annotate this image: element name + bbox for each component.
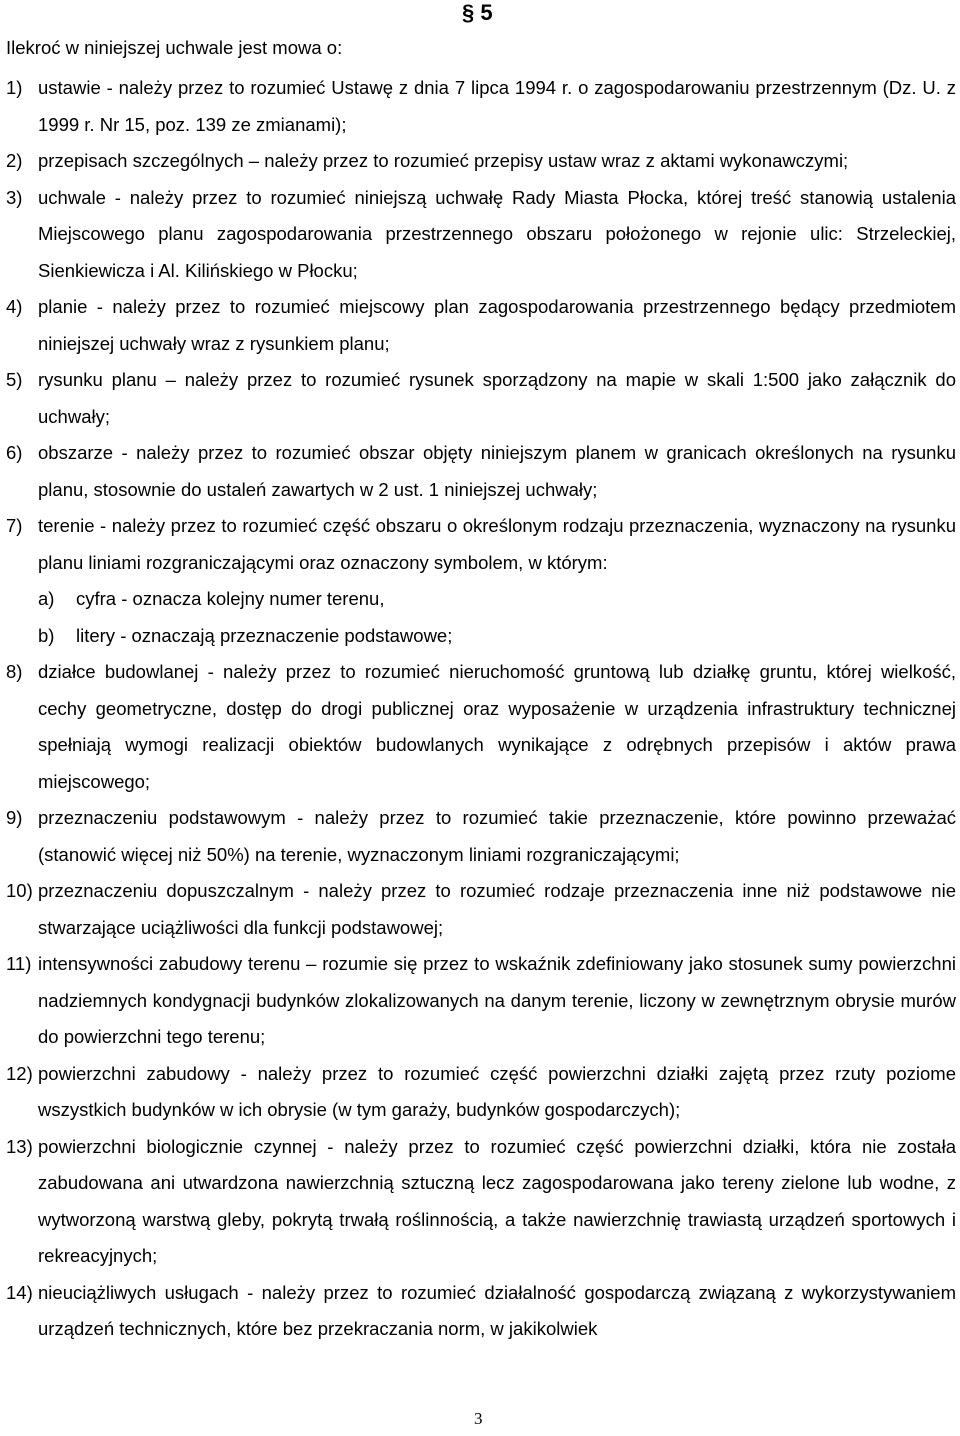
sub-item-text: cyfra - oznacza kolejny numer terenu, [76,588,385,609]
item-text: nieuciążliwych usługach - należy przez to rozumieć działalność gospodarczą związaną z wykorzystywaniem urządzeń technicznych, które bez przekraczania norm, w jakikolwiek [38,1281,956,1339]
list-item [0,70,960,143]
item-text: powierzchni biologicznie czynnej - należy przez to rozumieć część powierzchni działki, która nie została zabudowana ani utwardzona nawierzchnią sztuczną lecz zagospodarowana jako tereny zielone lub wodne, z wytworzoną warstwą gleby, pokrytą trwałą roślinnością, a także nawierzchnię trawiastą urządzeń sportowych i rekreacyjnych; [38,1135,956,1266]
item-number: 13) [6,1135,33,1157]
item-number: 5) [6,369,23,390]
item-text: przeznaczeniu podstawowym - należy przez to rozumieć takie przeznaczenie, które powinno przeważać (stanowić więcej niż 50%) na terenie, wyznaczonym liniami rozgraniczającymi; [38,807,956,865]
intro-text: Ilekroć w niniejszej uchwale jest mowa o: [6,37,343,58]
item-number: 14) [6,1281,33,1303]
list-item [0,180,960,290]
list-item [0,800,960,873]
item-number: 6) [6,442,23,463]
item-text: intensywności zabudowy terenu – rozumie się przez to wskaźnik zdefiniowany jako stosunek sumy powierzchni nadziemnych kondygnacji budynków zlokalizowanych na danym terenie, liczony w zewnętrznym obrysie murów do powierzchni tego terenu; [38,953,956,1047]
item-number: 10) [6,880,33,901]
list-item [0,654,960,800]
list-item [0,508,960,654]
list-item [0,873,960,946]
item-text: planie - należy przez to rozumieć miejscowy plan zagospodarowania przestrzennego będący przedmiotem niniejszej uchwały wraz z rysunkiem planu; [38,296,956,354]
item-number: 9) [6,807,23,828]
item-text: obszarze - należy przez to rozumieć obszar objęty niniejszym planem w granicach określonych na rysunku planu, stosownie do ustaleń zawartych w 2 ust. 1 niniejszej uchwały; [38,442,956,500]
list-item [0,1129,960,1275]
item-number: 11) [6,953,32,974]
item-number: 4) [6,296,23,317]
item-text: przeznaczeniu dopuszczalnym - należy przez to rozumieć rodzaje przeznaczenia inne niż podstawowe nie stwarzające uciążliwości dla funkcji podstawowej; [38,880,956,938]
list-item [0,362,960,435]
sub-list-item [38,618,956,655]
list-item [0,289,960,362]
item-text: rysunku planu – należy przez to rozumieć rysunek sporządzony na mapie w skali 1:500 jako załącznik do uchwały; [38,369,956,427]
item-text: uchwale - należy przez to rozumieć niniejszą uchwałę Rady Miasta Płocka, której treść stanowią ustalenia Miejscowego planu zagospodarowania przestrzennego obszaru położonego w rejonie ulic: Strzeleckiej, Sienkiewicza i Al. Kilińskiego w Płocku; [38,186,956,281]
sub-item-text: litery - oznaczają przeznaczenie podstawowe; [76,624,453,646]
list-item [0,435,960,508]
item-number: 8) [6,661,23,682]
sub-list [38,581,956,654]
sub-item-number: b) [38,624,55,646]
item-number: 7) [6,515,23,536]
item-text: przepisach szczególnych – należy przez to rozumieć przepisy ustaw wraz z aktami wykonawczymi; [38,150,849,171]
item-number: 1) [6,77,23,98]
item-text: powierzchni zabudowy - należy przez to rozumieć część powierzchni działki zajętą przez rzuty poziome wszystkich budynków w ich obrysie (w tym garaży, budynków gospodarczych); [38,1062,956,1120]
sub-item-number: a) [38,588,55,609]
list-item [0,1056,960,1129]
definitions-list [0,70,960,1348]
item-number: 12) [6,1062,33,1084]
item-text: terenie - należy przez to rozumieć część obszaru o określonym rodzaju przeznaczenia, wyznaczony na rysunku planu liniami rozgraniczającymi oraz oznaczony symbolem, w którym: [38,515,956,573]
item-number: 2) [6,150,23,171]
sub-list-item [38,581,956,618]
item-number: 3) [6,186,23,208]
page-number: 3 [474,1409,483,1428]
list-item [0,143,960,180]
item-text: ustawie - należy przez to rozumieć Ustawę z dnia 7 lipca 1994 r. o zagospodarowaniu przestrzennym (Dz. U. z 1999 r. Nr 15, poz. 139 ze zmianami); [38,77,956,135]
section-mark: § 5 [462,0,493,25]
list-item [0,1275,960,1348]
list-item [0,946,960,1056]
item-text: działce budowlanej - należy przez to rozumieć nieruchomość gruntową lub działkę gruntu, której wielkość, cechy geometryczne, dostęp do drogi publicznej oraz wyposażenie w urządzenia infrastruktury technicznej spełniają wymogi realizacji obiektów budowlanych wynikające z odrębnych przepisów i aktów prawa miejscowego; [38,661,956,792]
